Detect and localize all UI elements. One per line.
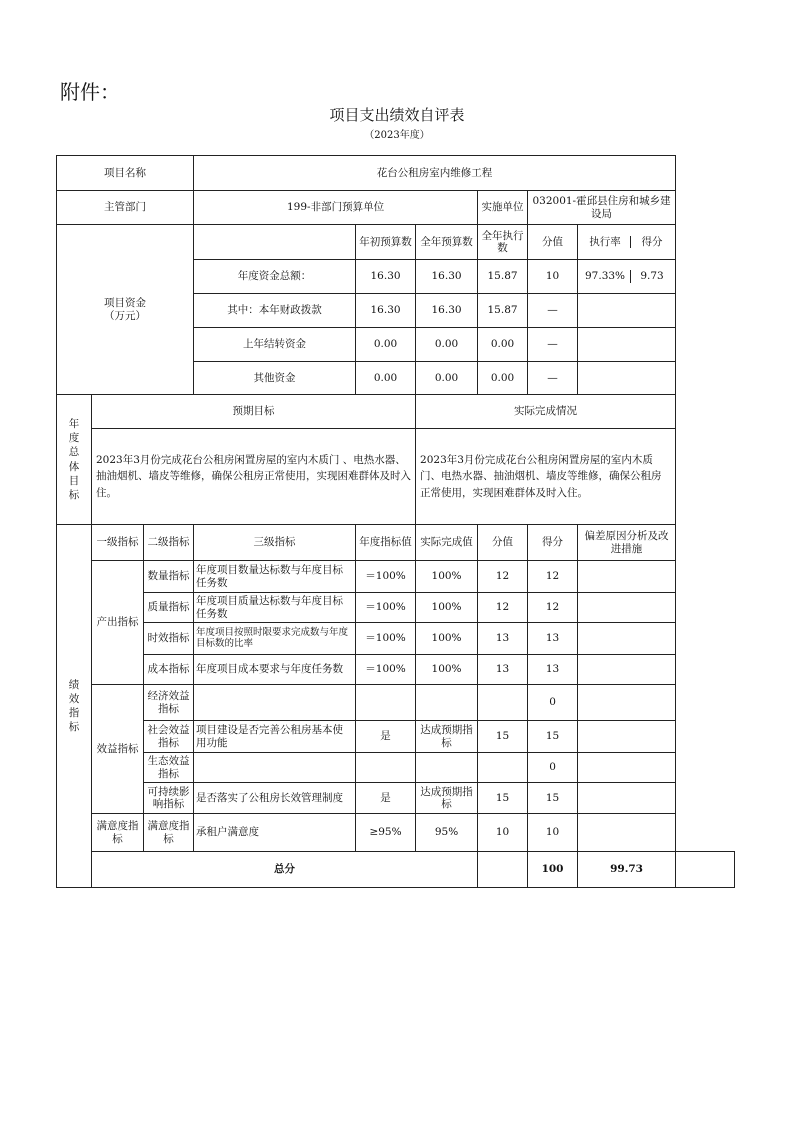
perf-target: ≥95% — [356, 814, 416, 852]
perf-l3 — [194, 753, 356, 783]
perf-score — [478, 753, 528, 783]
perf-header: 三级指标 — [194, 525, 356, 561]
perf-score: 10 — [478, 814, 528, 852]
perf-row — [57, 593, 735, 623]
perf-l2: 可持续影响指标 — [144, 783, 194, 814]
perf-target: ＝100% — [356, 623, 416, 655]
perf-row — [57, 721, 735, 753]
perf-target: ＝100% — [356, 561, 416, 593]
perf-score: 15 — [478, 783, 528, 814]
funds-header-4: 分值 — [528, 225, 578, 260]
funds-cell: 15.87 — [478, 260, 528, 294]
funds-cell-pair — [578, 328, 676, 362]
funds-cell: — — [528, 328, 578, 362]
perf-got: 0 — [528, 753, 578, 783]
perf-level1-satisfaction: 满意度指标 — [92, 814, 144, 852]
total-score: 100 — [528, 852, 578, 888]
perf-l2: 经济效益指标 — [144, 685, 194, 721]
goals-header-row — [57, 395, 735, 429]
perf-score: 12 — [478, 593, 528, 623]
row-dept — [57, 191, 735, 225]
funds-cell: 97.33% — [580, 270, 631, 282]
impl-value: 032001-霍邱县住房和城乡建设局 — [528, 191, 676, 225]
funds-cell: 15.87 — [478, 294, 528, 328]
perf-row — [57, 655, 735, 685]
perf-l3: 年度项目数量达标数与年度目标任务数 — [194, 561, 356, 593]
perf-row — [57, 814, 735, 852]
impl-label: 实施单位 — [478, 191, 528, 225]
perf-l3: 项目建设是否完善公租房基本使用功能 — [194, 721, 356, 753]
perf-score: 12 — [478, 561, 528, 593]
row-project-name — [57, 156, 735, 191]
funds-cell: 0.00 — [356, 328, 416, 362]
funds-header-5: 执行率 — [580, 236, 631, 248]
perf-actual: 100% — [416, 655, 478, 685]
funds-cell: 9.73 — [640, 270, 664, 283]
total-row — [57, 852, 735, 888]
self-evaluation-table — [56, 155, 735, 888]
funds-header-3: 全年执行数 — [478, 225, 528, 260]
attachment-label: 附件： — [60, 80, 120, 104]
perf-score: 15 — [478, 721, 528, 753]
funds-cell-pair — [578, 260, 676, 294]
perf-header-row — [57, 525, 735, 561]
total-got: 99.73 — [578, 852, 676, 888]
perf-score — [478, 685, 528, 721]
goals-content-row — [57, 429, 735, 525]
perf-target — [356, 753, 416, 783]
goals-actual-label: 实际完成情况 — [416, 395, 676, 429]
perf-target: 是 — [356, 721, 416, 753]
perf-header: 分值 — [478, 525, 528, 561]
perf-header: 二级指标 — [144, 525, 194, 561]
funds-header-1: 年初预算数 — [356, 225, 416, 260]
perf-actual — [416, 685, 478, 721]
perf-target: ＝100% — [356, 655, 416, 685]
funds-header-2: 全年预算数 — [416, 225, 478, 260]
funds-cell: 16.30 — [356, 260, 416, 294]
perf-l3: 年度项目按照时限要求完成数与年度目标数的比率 — [194, 623, 356, 655]
funds-cell: 0.00 — [416, 362, 478, 395]
perf-header: 得分 — [528, 525, 578, 561]
funds-cell: 0.00 — [356, 362, 416, 395]
perf-header: 年度指标值 — [356, 525, 416, 561]
perf-target — [356, 685, 416, 721]
funds-cell: 0.00 — [478, 362, 528, 395]
perf-note — [578, 655, 676, 685]
perf-got: 12 — [528, 593, 578, 623]
perf-note — [578, 721, 676, 753]
perf-level1-benefit: 效益指标 — [92, 685, 144, 814]
total-label: 总分 — [92, 852, 478, 888]
year-subtitle: （2023年度） — [364, 130, 430, 141]
funds-row-label: 上年结转资金 — [194, 328, 356, 362]
funds-cell: 16.30 — [356, 294, 416, 328]
perf-l2: 生态效益指标 — [144, 753, 194, 783]
total-note — [676, 852, 735, 888]
perf-row — [57, 783, 735, 814]
funds-cell: 0.00 — [416, 328, 478, 362]
perf-l2: 社会效益指标 — [144, 721, 194, 753]
perf-l3: 承租户满意度 — [194, 814, 356, 852]
perf-note — [578, 814, 676, 852]
perf-actual — [416, 753, 478, 783]
perf-got: 15 — [528, 783, 578, 814]
perf-got: 13 — [528, 655, 578, 685]
perf-note — [578, 753, 676, 783]
perf-actual: 100% — [416, 593, 478, 623]
perf-actual: 100% — [416, 623, 478, 655]
perf-got: 15 — [528, 721, 578, 753]
perf-note — [578, 685, 676, 721]
funds-cell: 0.00 — [478, 328, 528, 362]
funds-row-label: 其他资金 — [194, 362, 356, 395]
funds-row-label: 其中：本年财政拨款 — [194, 294, 356, 328]
funds-cell: 16.30 — [416, 260, 478, 294]
funds-cell: — — [528, 362, 578, 395]
perf-note — [578, 561, 676, 593]
perf-header: 实际完成值 — [416, 525, 478, 561]
perf-l2: 成本指标 — [144, 655, 194, 685]
goals-section-label: 年度总体目标 — [57, 395, 92, 525]
funds-label: 项目资金 （万元） — [57, 225, 194, 395]
dept-label: 主管部门 — [57, 191, 194, 225]
funds-header-row — [57, 225, 735, 260]
funds-header-blank — [194, 225, 356, 260]
perf-actual: 95% — [416, 814, 478, 852]
project-name-value: 花台公租房室内维修工程 — [194, 156, 676, 191]
perf-actual: 100% — [416, 561, 478, 593]
perf-l2: 质量指标 — [144, 593, 194, 623]
perf-l2: 满意度指标 — [144, 814, 194, 852]
perf-section-label: 绩效指标 — [57, 525, 92, 888]
funds-header-6: 得分 — [641, 235, 663, 248]
perf-note — [578, 623, 676, 655]
funds-cell-pair — [578, 294, 676, 328]
dept-value: 199-非部门预算单位 — [194, 191, 478, 225]
perf-got: 12 — [528, 561, 578, 593]
perf-l3: 是否落实了公租房长效管理制度 — [194, 783, 356, 814]
perf-l2: 时效指标 — [144, 623, 194, 655]
perf-got: 0 — [528, 685, 578, 721]
perf-row — [57, 753, 735, 783]
goals-expected-label: 预期目标 — [92, 395, 416, 429]
perf-l3: 年度项目成本要求与年度任务数 — [194, 655, 356, 685]
perf-score: 13 — [478, 623, 528, 655]
perf-level1-output: 产出指标 — [92, 561, 144, 685]
funds-cell-pair — [578, 362, 676, 395]
perf-header: 一级指标 — [92, 525, 144, 561]
perf-got: 13 — [528, 623, 578, 655]
funds-row-label: 年度资金总额： — [194, 260, 356, 294]
perf-l3: 年度项目质量达标数与年度目标任务数 — [194, 593, 356, 623]
perf-target: ＝100% — [356, 593, 416, 623]
perf-note — [578, 593, 676, 623]
perf-actual: 达成预期指标 — [416, 721, 478, 753]
perf-got: 10 — [528, 814, 578, 852]
funds-cell: — — [528, 294, 578, 328]
perf-row — [57, 685, 735, 721]
funds-cell: 10 — [528, 260, 578, 294]
perf-actual: 达成预期指标 — [416, 783, 478, 814]
funds-cell: 16.30 — [416, 294, 478, 328]
goals-expected-text: 2023年3月份完成花台公租房闲置房屋的室内木质门 、电热水器、抽油烟机、墙皮等维修，确保公租房正常使用，实现困难群体及时入住。 — [92, 429, 416, 525]
perf-row — [57, 623, 735, 655]
page-title: 项目支出绩效自评表 — [329, 106, 465, 124]
perf-target: 是 — [356, 783, 416, 814]
total-blank — [478, 852, 528, 888]
perf-row — [57, 561, 735, 593]
project-name-label: 项目名称 — [57, 156, 194, 191]
perf-l3 — [194, 685, 356, 721]
perf-header: 偏差原因分析及改进措施 — [578, 525, 676, 561]
goals-actual-text: 2023年3月份完成花台公租房闲置房屋的室内木质门、电热水器、抽油烟机、墙皮等维修，确保公租房正常使用，实现困难群体及时入住。 — [416, 429, 676, 525]
funds-header-5-6 — [578, 225, 676, 260]
perf-score: 13 — [478, 655, 528, 685]
perf-l2: 数量指标 — [144, 561, 194, 593]
perf-note — [578, 783, 676, 814]
